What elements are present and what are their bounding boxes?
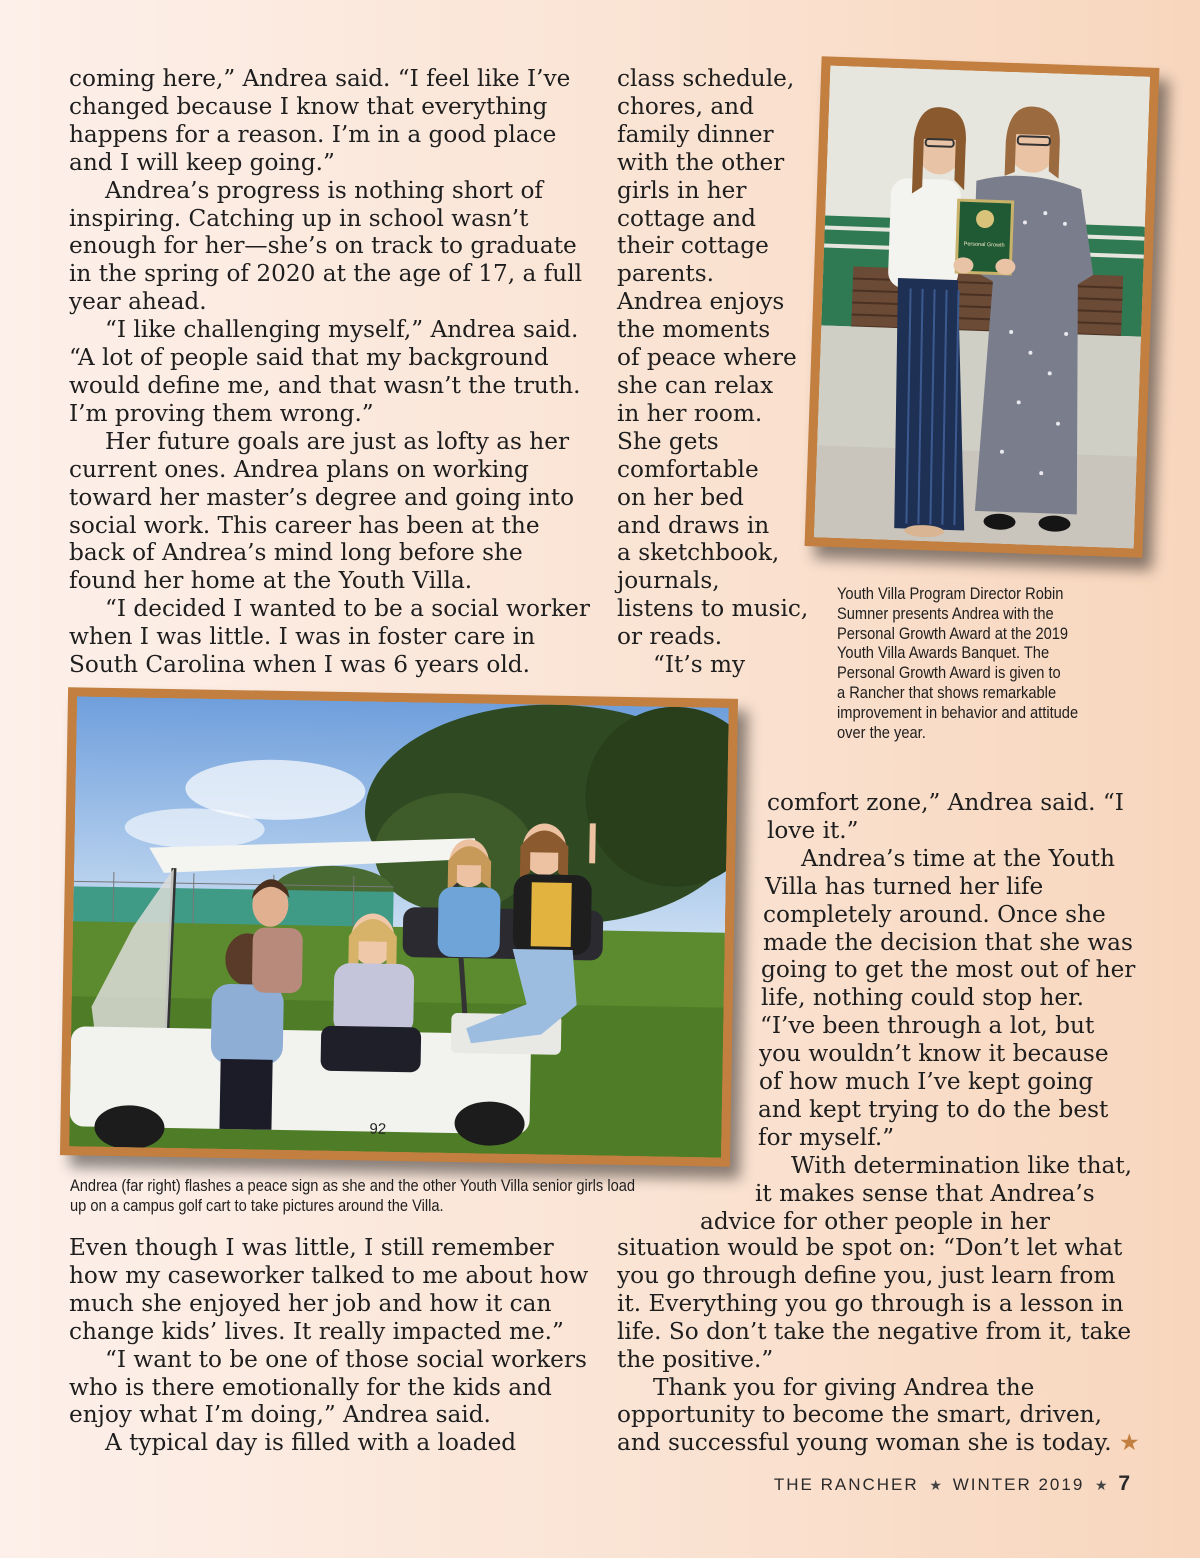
award-photo xyxy=(805,56,1160,557)
text-line: or reads. xyxy=(617,623,723,651)
article-column-left-top xyxy=(69,65,590,679)
text-line: found her home at the Youth Villa. xyxy=(69,567,473,595)
text-line: how my caseworker talked to me about how xyxy=(69,1261,589,1289)
text-line: she can relax xyxy=(617,371,774,399)
text-line: journals, xyxy=(617,567,720,595)
text-line: and I will keep going.” xyxy=(69,148,335,176)
text-line: of peace where xyxy=(617,344,797,372)
caption-line: over the year. xyxy=(837,723,926,742)
text-line: opportunity to become the smart, driven, xyxy=(617,1401,1102,1429)
text-line: cottage and xyxy=(617,204,756,232)
text-line: Her future goals are just as lofty as her xyxy=(105,427,570,455)
text-line: social work. This career has been at the xyxy=(69,511,540,539)
text-line: it makes sense that Andrea’s xyxy=(755,1179,1095,1207)
article-column-left-bottom xyxy=(69,1234,588,1457)
text-line: “A lot of people said that my background xyxy=(69,344,549,372)
text-line: “I like challenging myself,” Andrea said. xyxy=(105,316,579,344)
article-column-middle-top xyxy=(617,65,808,679)
text-line: current ones. Andrea plans on working xyxy=(69,455,529,483)
text-line: She gets xyxy=(617,427,719,455)
caption-line: Personal Growth Award at the 2019 xyxy=(837,624,1069,643)
text-line: Andrea enjoys xyxy=(617,288,785,316)
text-line: completely around. Once she xyxy=(763,900,1106,928)
caption-line: Andrea (far right) flashes a peace sign as she and the other Youth Villa senior girls load xyxy=(70,1177,636,1195)
text-line: change kids’ lives. It really impacted me.” xyxy=(69,1317,564,1345)
text-line: Thank you for giving Andrea the xyxy=(653,1373,1035,1401)
text-line: you go through define you, just learn from xyxy=(617,1261,1116,1289)
text-line: would define me, and that wasn’t the truth. xyxy=(69,371,581,399)
caption-line: Personal Growth Award is given to xyxy=(837,664,1061,683)
text-line: going to get the most out of her xyxy=(761,956,1136,984)
text-line: the positive.” xyxy=(617,1345,774,1373)
publication-name: THE RANCHER xyxy=(773,1475,919,1494)
text-line: changed because I know that everything xyxy=(69,92,548,120)
text-line: life. So don’t take the negative from it, take xyxy=(617,1317,1132,1345)
text-line: listens to music, xyxy=(617,595,809,623)
text-line: with the other xyxy=(617,148,785,176)
last-sentence: and successful young woman she is today. xyxy=(617,1429,1112,1457)
text-line: love it.” xyxy=(767,816,859,844)
text-line: Andrea’s progress is nothing short of xyxy=(105,176,544,204)
text-line: “I want to be one of those social workers xyxy=(105,1345,587,1373)
text-line: much she enjoyed her job and how it can xyxy=(69,1289,552,1317)
text-line: “It’s my xyxy=(653,651,746,679)
star-separator-icon: ★ xyxy=(929,1477,942,1493)
caption-line: improvement in behavior and attitude xyxy=(837,703,1079,722)
plaque-text: Personal Growth xyxy=(963,241,1005,249)
text-line: coming here,” Andrea said. “I feel like I’ve xyxy=(69,65,571,92)
text-line: “I decided I wanted to be a social worker xyxy=(105,595,590,623)
caption-line: Youth Villa Awards Banquet. The xyxy=(837,644,1050,663)
text-line: it. Everything you go through is a lesson in xyxy=(617,1289,1124,1317)
end-star-icon: ★ xyxy=(1119,1429,1140,1457)
text-line: for myself.” xyxy=(758,1123,895,1151)
text-line: class schedule, xyxy=(617,65,795,92)
text-line: comfortable xyxy=(617,455,759,483)
text-line: on her bed xyxy=(617,483,744,511)
text-line: family dinner xyxy=(617,120,774,148)
article-column-right-middle xyxy=(0,789,1135,1236)
text-line: in her room. xyxy=(617,399,763,427)
text-line: happens for a reason. I’m in a good place xyxy=(69,120,557,148)
text-line: year ahead. xyxy=(69,288,207,316)
text-line: enjoy what I’m doing,” Andrea said. xyxy=(69,1401,491,1429)
text-line xyxy=(617,1429,1140,1457)
caption-line: Sumner presents Andrea with the xyxy=(837,604,1054,623)
text-line: you wouldn’t know it because xyxy=(759,1040,1109,1068)
caption-line: a Rancher that shows remarkable xyxy=(837,683,1057,702)
text-line: toward her master’s degree and going into xyxy=(69,483,575,511)
award-photo-caption xyxy=(837,585,1078,743)
text-line: situation would be spot on: “Don’t let what xyxy=(617,1234,1123,1261)
article-column-right-bottom xyxy=(617,1234,1140,1457)
text-line: comfort zone,” Andrea said. “I xyxy=(767,789,1124,816)
cart-number: 92 xyxy=(369,1120,387,1138)
page-footer xyxy=(774,1472,1130,1496)
text-line: who is there emotionally for the kids and xyxy=(69,1373,552,1401)
text-line: advice for other people in her xyxy=(700,1207,1050,1235)
text-line: parents. xyxy=(617,260,714,288)
text-line: and draws in xyxy=(617,511,770,539)
award-photo-image xyxy=(814,66,1150,549)
text-line: the moments xyxy=(617,316,771,344)
text-line: back of Andrea’s mind long before she xyxy=(69,539,523,567)
text-line: inspiring. Catching up in school wasn’t xyxy=(69,204,529,232)
page-number: 7 xyxy=(1118,1472,1130,1495)
text-line: a sketchbook, xyxy=(617,539,780,567)
text-line: life, nothing could stop her. xyxy=(761,984,1085,1012)
text-line: “I’ve been through a lot, but xyxy=(760,1012,1095,1040)
text-line: of how much I’ve kept going xyxy=(759,1068,1094,1096)
text-line: A typical day is filled with a loaded xyxy=(105,1429,517,1457)
text-line: and kept trying to do the best xyxy=(758,1095,1109,1123)
caption-line: up on a campus golf cart to take pictures around the Villa. xyxy=(70,1196,444,1215)
text-line: in the spring of 2020 at the age of 17, a full xyxy=(69,260,583,288)
star-separator-icon: ★ xyxy=(1095,1477,1108,1493)
text-line: With determination like that, xyxy=(791,1151,1133,1179)
text-line: their cottage xyxy=(617,232,769,260)
text-line: Even though I was little, I still remember xyxy=(69,1234,554,1261)
issue-label: WINTER 2019 xyxy=(952,1475,1085,1494)
text-line: I’m proving them wrong.” xyxy=(69,399,374,427)
text-line: Villa has turned her life xyxy=(765,872,1044,900)
text-line: when I was little. I was in foster care in xyxy=(69,623,536,651)
caption-line: Youth Villa Program Director Robin xyxy=(837,585,1064,603)
text-line: chores, and xyxy=(617,92,754,120)
text-line: girls in her xyxy=(617,176,747,204)
text-line: South Carolina when I was 6 years old. xyxy=(69,651,530,679)
text-line: Andrea’s time at the Youth xyxy=(801,844,1115,872)
text-line: enough for her—she’s on track to graduate xyxy=(69,232,577,260)
text-line: made the decision that she was xyxy=(763,928,1133,956)
